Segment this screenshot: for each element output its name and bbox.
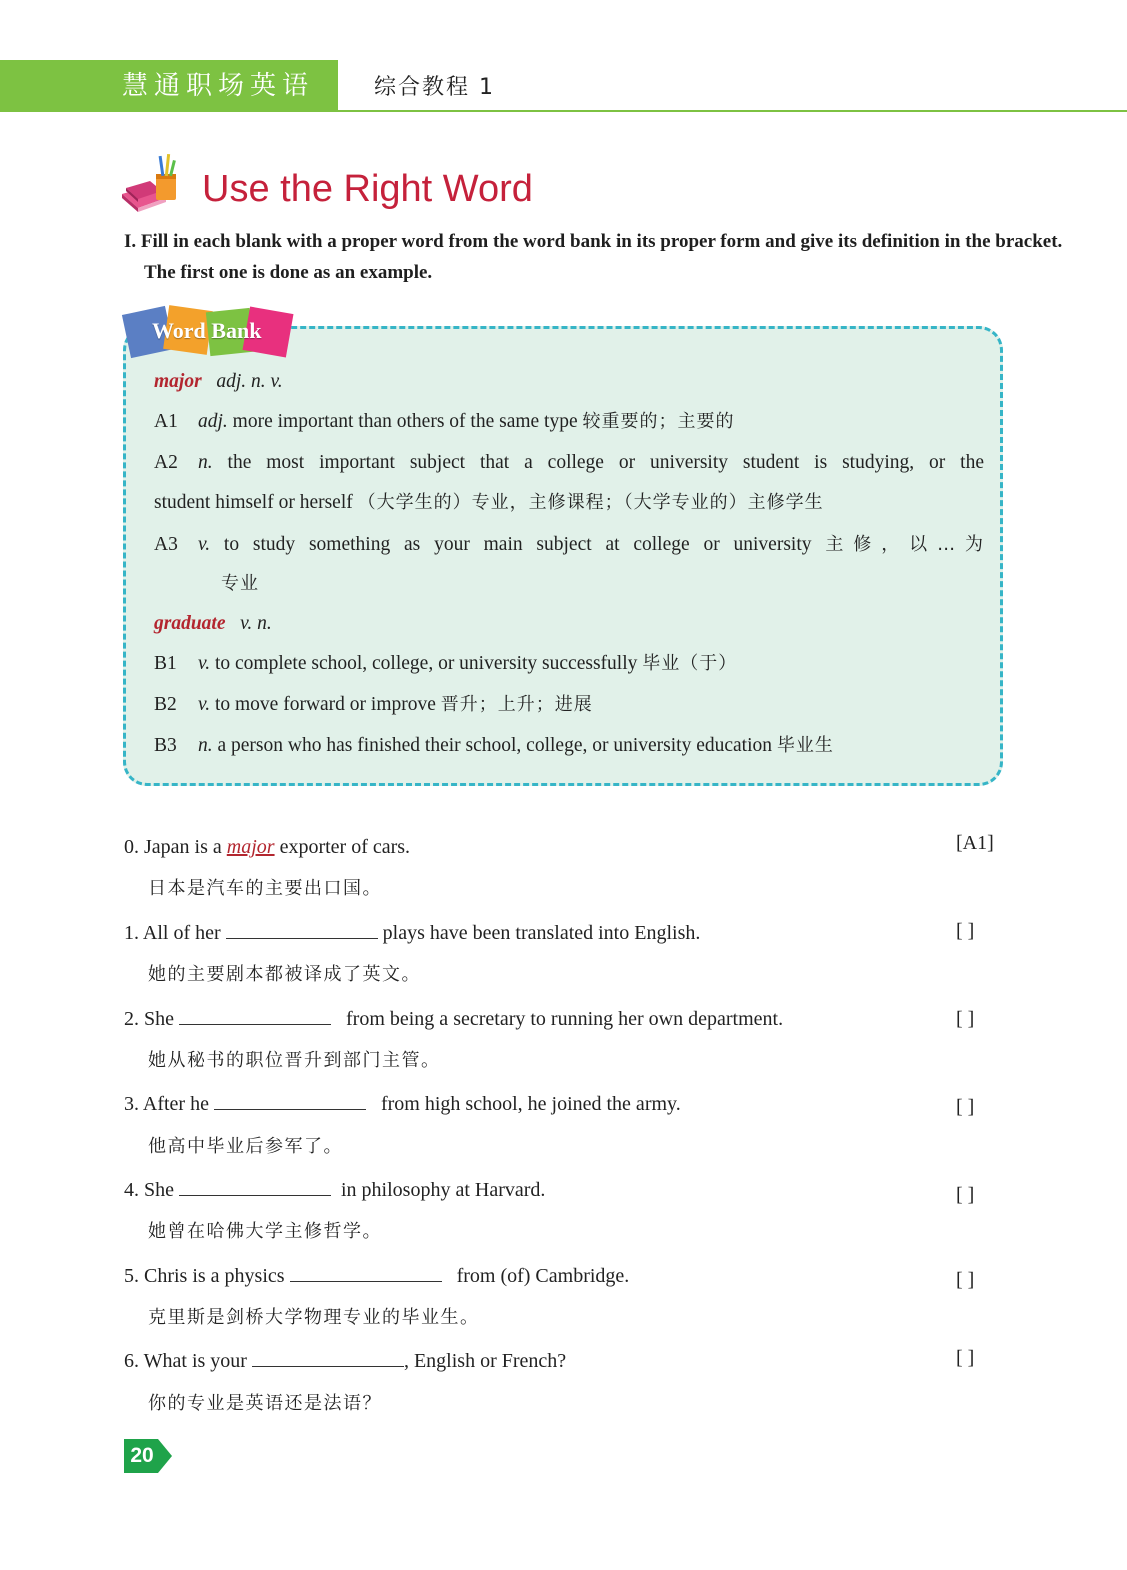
- question-text: from high school, he joined the army.: [375, 1093, 681, 1115]
- books-pencil-cup-icon: [120, 152, 190, 214]
- definition-a3: [154, 531, 984, 559]
- definition-bracket[interactable]: [ ]: [956, 1096, 975, 1118]
- definition-pos: v.: [198, 694, 211, 715]
- answer-blank[interactable]: [214, 1089, 366, 1110]
- definition-text: to move forward or improve: [214, 694, 436, 715]
- question-2: [124, 1004, 783, 1034]
- definition-code: A3: [154, 534, 178, 555]
- book-title: 综合教程 1: [374, 75, 495, 100]
- definition-bracket[interactable]: [ ]: [956, 1269, 975, 1291]
- definition-text: the most important subject that a college or university student is studying, or the: [227, 452, 984, 473]
- definition-zh: 较重要的；主要的: [582, 411, 735, 432]
- question-text: , English or French?: [403, 1350, 567, 1372]
- section-title: Use the Right Word: [202, 168, 533, 210]
- answer-blank[interactable]: [179, 1175, 331, 1196]
- definition-text: a person who has finished their school, college, or university education: [217, 735, 773, 756]
- definition-code: B2: [154, 694, 177, 715]
- definition-bracket[interactable]: [ ]: [956, 1347, 975, 1369]
- definition-code: B1: [154, 653, 177, 674]
- answer-blank[interactable]: [226, 918, 378, 939]
- word-bank-label: Word Bank: [152, 318, 262, 343]
- question-text: 0. Japan is a: [124, 836, 227, 858]
- definition-pos: v.: [198, 653, 211, 674]
- question-translation: 他高中毕业后参军了。: [148, 1136, 343, 1157]
- definition-code: A1: [154, 411, 178, 432]
- definition-bracket[interactable]: [ ]: [956, 1184, 975, 1206]
- question-1: [124, 918, 700, 948]
- definition-zh: 毕业生: [776, 735, 834, 756]
- definition-pos: n.: [198, 735, 213, 756]
- example-answer: major: [226, 836, 275, 858]
- definition-text: to complete school, college, or university successfully: [214, 653, 638, 674]
- headword: graduate: [154, 613, 226, 634]
- definition-bracket[interactable]: [ ]: [956, 1008, 975, 1030]
- definition-b1: [154, 650, 737, 678]
- definition-zh: 主修，以…为: [825, 534, 985, 555]
- question-text: 6. What is your: [124, 1350, 252, 1372]
- definition-a2-continued: [154, 489, 824, 517]
- question-6: [124, 1346, 566, 1376]
- definition-code: B3: [154, 735, 177, 756]
- question-translation: 她曾在哈佛大学主修哲学。: [148, 1221, 382, 1242]
- question-text: 2. She: [124, 1008, 179, 1030]
- question-translation: 你的专业是英语还是法语？: [148, 1393, 382, 1414]
- headword-pos: adj. n. v.: [216, 371, 283, 392]
- question-text: 3. After he: [124, 1093, 214, 1115]
- question-text: from (of) Cambridge.: [451, 1265, 630, 1287]
- definition-text: more important than others of the same type: [232, 411, 578, 432]
- definition-pos: adj.: [198, 411, 228, 432]
- question-text: in philosophy at Harvard.: [336, 1179, 546, 1201]
- question-translation: 她的主要剧本都被译成了英文。: [148, 964, 421, 985]
- definition-zh: 晋升；上升；进展: [440, 694, 593, 715]
- definition-bracket[interactable]: [ ]: [956, 920, 975, 942]
- answer-blank[interactable]: [290, 1261, 442, 1282]
- question-4: [124, 1175, 545, 1205]
- headword-line-major: [154, 368, 283, 396]
- definition-text: to study something as your main subject at college or university: [223, 534, 812, 555]
- definition-bracket: [A1]: [956, 832, 994, 854]
- answer-blank[interactable]: [252, 1346, 404, 1367]
- definition-b3: [154, 732, 834, 760]
- question-translation: 日本是汽车的主要出口国。: [148, 878, 382, 899]
- series-title: 慧通职场英语: [0, 60, 338, 112]
- headword-pos: v. n.: [240, 613, 272, 634]
- definition-a1: [154, 408, 735, 436]
- answer-blank[interactable]: [179, 1004, 331, 1025]
- question-text: 1. All of her: [124, 922, 226, 944]
- question-text: from being a secretary to running her own department.: [341, 1008, 784, 1030]
- definition-text: student himself or herself: [154, 492, 353, 513]
- question-0: [124, 832, 410, 862]
- question-translation: 克里斯是剑桥大学物理专业的毕业生。: [148, 1307, 480, 1328]
- definition-pos: n.: [198, 452, 213, 473]
- question-text: exporter of cars.: [274, 836, 411, 858]
- definition-code: A2: [154, 452, 178, 473]
- definition-pos: v.: [198, 534, 211, 555]
- definition-zh: 毕业（于）: [642, 653, 738, 674]
- definition-zh: 专业: [221, 573, 259, 594]
- question-translation: 她从秘书的职位晋升到部门主管。: [148, 1050, 441, 1071]
- headword-line-graduate: [154, 610, 272, 638]
- question-text: plays have been translated into English.: [377, 922, 701, 944]
- definition-a2: [154, 449, 984, 477]
- definition-b2: [154, 691, 593, 719]
- question-text: 4. She: [124, 1179, 179, 1201]
- page-number: 20: [130, 1444, 154, 1467]
- header-rule: [0, 110, 1127, 112]
- definition-zh: （大学生的）专业，主修课程；（大学专业的）主修学生: [357, 492, 824, 513]
- question-3: [124, 1089, 681, 1119]
- headword: major: [154, 371, 202, 392]
- exercise-instruction: I. Fill in each blank with a proper word from the word bank in its proper form and give its definition in the bracket. The first one is done as an example.: [124, 231, 1063, 283]
- question-text: 5. Chris is a physics: [124, 1265, 290, 1287]
- definition-a3-continued: [221, 570, 259, 598]
- question-5: [124, 1261, 629, 1291]
